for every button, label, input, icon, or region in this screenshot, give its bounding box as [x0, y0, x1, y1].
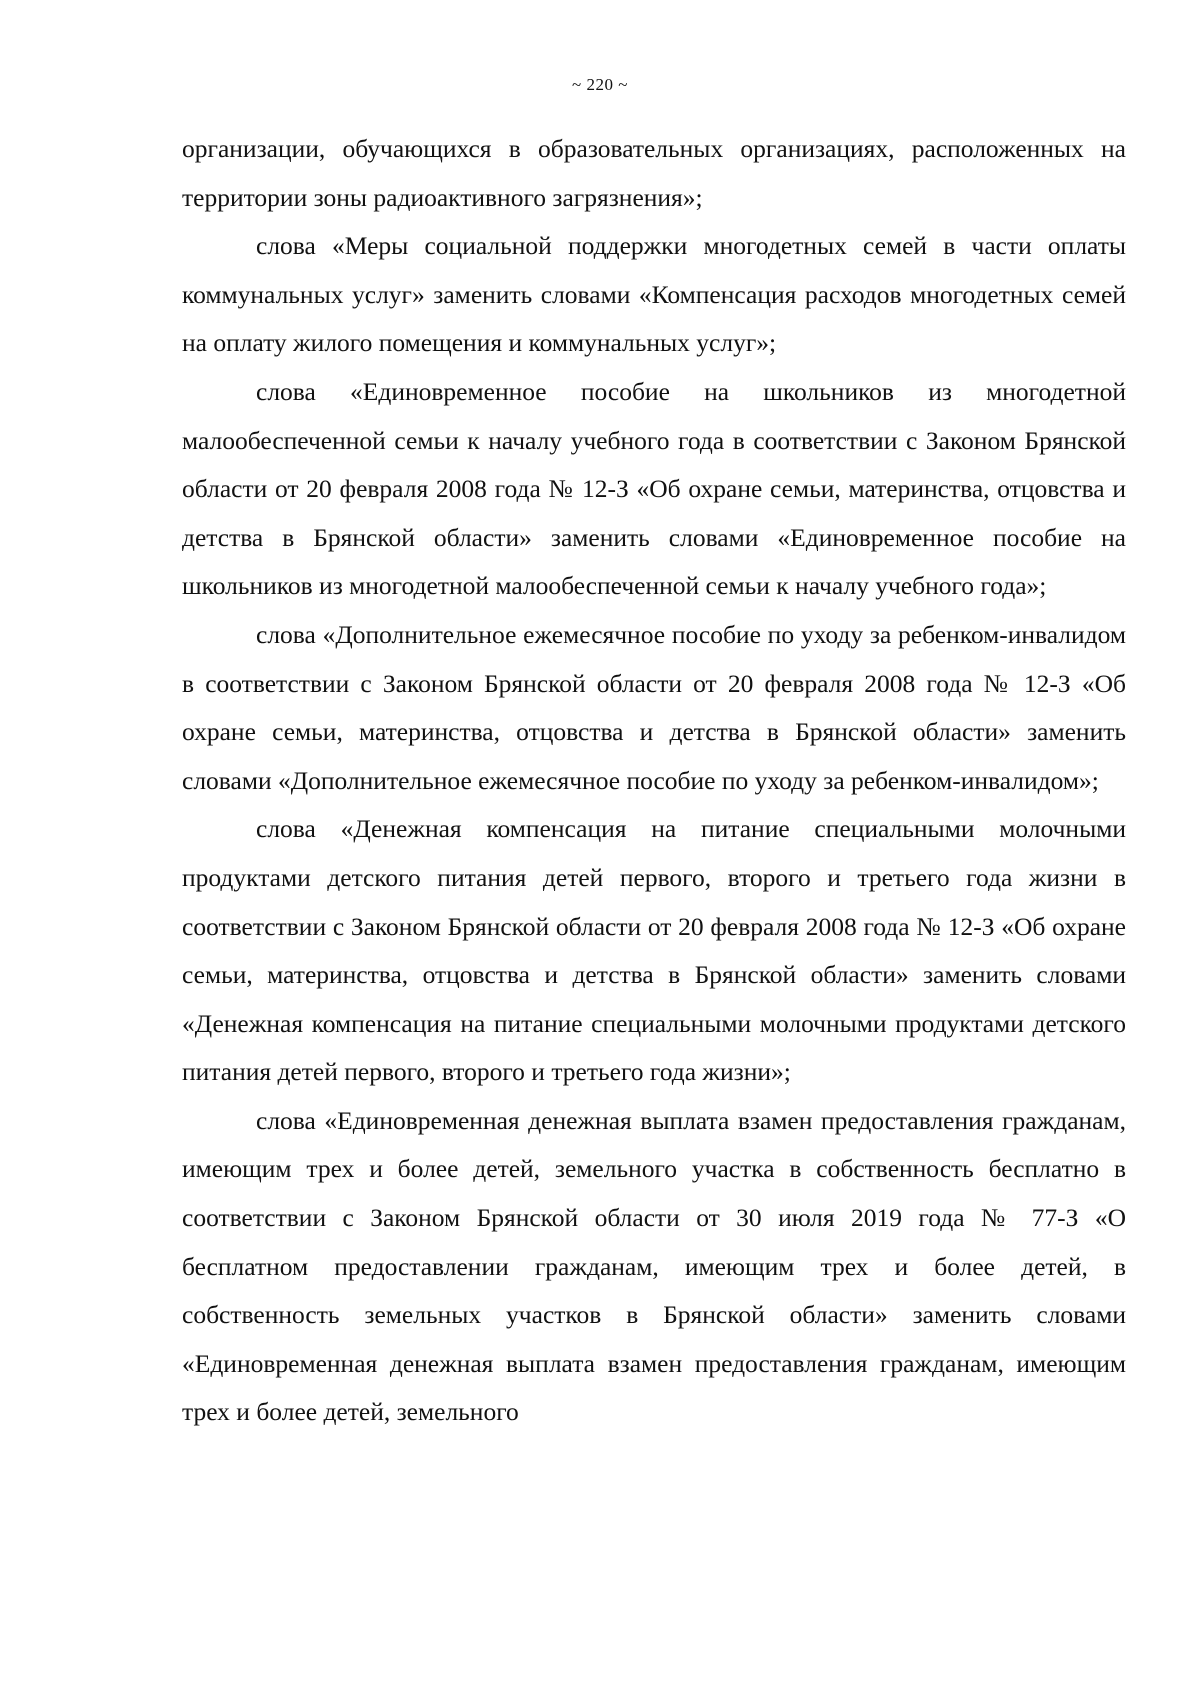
paragraph: слова «Денежная компенсация на питание специальными молочными продуктами детского питания детей первого, второго и третьего года жизни в соответствии с Законом Брянской области от 20 февраля 2008 года № 12-З «Об охране семьи, материнства, отцовства и детства в Брянской области» заменить словами «Денежная компенсация на питание специальными молочными продуктами детского питания детей первого, второго и третьего года жизни»;	[182, 814, 1126, 1087]
paragraph-cut-off: слова «Единовременная денежная выплата взамен предоставления гражданам, имеющим трех и более детей, земельного участка в собственность бесплатно в соответствии с Законом Брянской области от 30 июля 2019 года № 77-З «О бесплатном предоставлении гражданам, имеющим трех и более детей, в собственность земельных участков в Брянской области» заменить словами «Единовременная денежная выплата взамен предоставления гражданам, имеющим трех и более детей, земельного	[182, 1105, 1126, 1427]
paragraph-continuation: организации, обучающихся в образовательных организациях, расположенных на территории зоны радиоактивного загрязнения»;	[182, 134, 1126, 212]
paragraph: слова «Меры социальной поддержки многодетных семей в части оплаты коммунальных услуг» заменить словами «Компенсация расходов многодетных семей на оплату жилого помещения и коммунальных услуг»;	[182, 231, 1126, 358]
page-number: ~ 220 ~	[572, 75, 628, 94]
paragraph: слова «Единовременное пособие на школьников из многодетной малообеспеченной семьи к началу учебного года в соответствии с Законом Брянской области от 20 февраля 2008 года № 12-З «Об охране семьи, материнства, отцовства и детства в Брянской области» заменить словами «Единовременное пособие на школьников из многодетной малообеспеченной семьи к началу учебного года»;	[182, 376, 1126, 601]
paragraph: слова «Дополнительное ежемесячное пособие по уходу за ребенком-инвалидом в соответствии с Законом Брянской области от 20 февраля 2008 года № 12-З «Об охране семьи, материнства, отцовства и детства в Брянской области» заменить словами «Дополнительное ежемесячное пособие по уходу за ребенком-инвалидом»;	[182, 619, 1126, 795]
document-body	[182, 125, 1126, 1437]
